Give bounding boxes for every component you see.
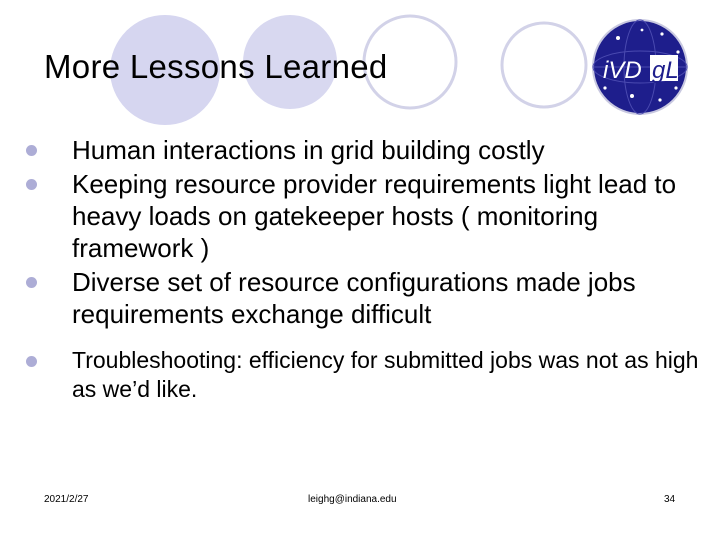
logo-text-ivd: iVD (603, 57, 642, 84)
bullet-dot-icon (26, 356, 37, 367)
bullet-item (24, 346, 704, 404)
logo-text-gl: gL (652, 57, 679, 84)
footer-date: 2021/2/27 (44, 494, 89, 505)
bullet-text: Diverse set of resource configurations made jobs requirements exchange difficult (72, 267, 636, 329)
bullet-item (24, 266, 704, 330)
bullet-dot-icon (26, 145, 37, 156)
ivdgl-logo-icon (593, 20, 687, 114)
bullet-text: Troubleshooting: efficiency for submitted jobs was not as high as we’d like. (72, 347, 699, 402)
bullet-text: Human interactions in grid building costly (72, 135, 545, 165)
slide-title: More Lessons Learned (44, 48, 388, 85)
bullet-dot-icon (26, 277, 37, 288)
page-number: 34 (664, 494, 676, 505)
outline-circle-2 (502, 23, 586, 107)
footer-email: leighg@indiana.edu (308, 494, 397, 505)
bullet-dot-icon (26, 179, 37, 190)
bullet-list (24, 134, 704, 404)
bullet-item (24, 134, 704, 166)
bullet-text: Keeping resource provider requirements light lead to heavy loads on gatekeeper hosts ( monitoring framework ) (72, 169, 677, 263)
bullet-item (24, 168, 704, 264)
